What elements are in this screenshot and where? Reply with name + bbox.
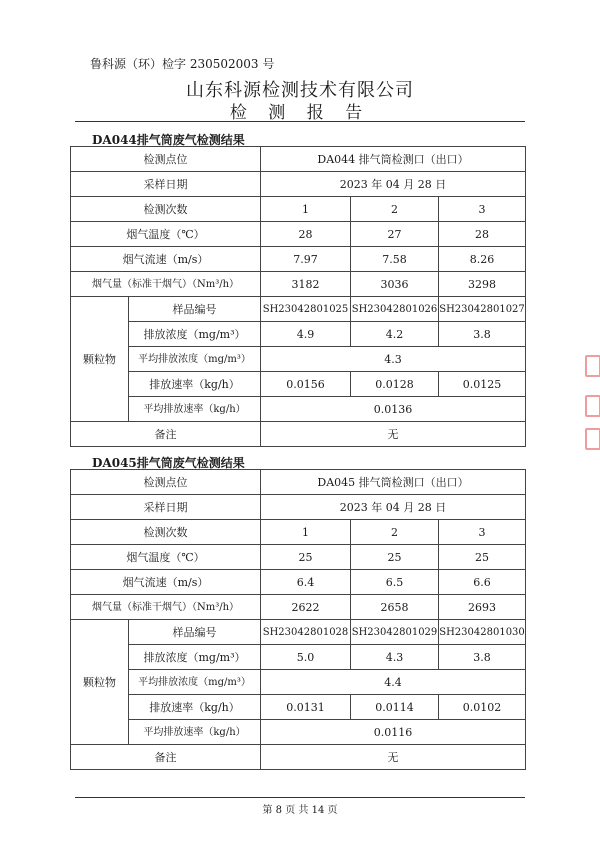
value-cell: 0.0131	[261, 695, 351, 720]
seal-stamp-fragment	[585, 395, 600, 417]
label-cell: 排放浓度（mg/m³）	[129, 322, 261, 347]
sample-id: SH23042801027	[439, 297, 526, 322]
table-row	[71, 147, 526, 172]
label-cell: 样品编号	[129, 620, 261, 645]
sample-id: SH23042801030	[439, 620, 526, 645]
remark-value: 无	[261, 422, 526, 447]
value-cell: 4.2	[351, 322, 439, 347]
value-cell: 2	[351, 197, 439, 222]
seal-stamp-fragment	[585, 428, 600, 450]
value-cell: 1	[261, 197, 351, 222]
value-cell: 7.58	[351, 247, 439, 272]
results-table-da044	[70, 146, 526, 447]
table-row	[71, 695, 526, 720]
table-row	[71, 172, 526, 197]
label-cell: 烟气量（标准干烟气）（Nm³/h）	[71, 272, 261, 297]
table-row	[71, 645, 526, 670]
value-cell: 25	[351, 545, 439, 570]
remark-value: 无	[261, 745, 526, 770]
value-cell: 4.9	[261, 322, 351, 347]
table-row	[71, 495, 526, 520]
label-cell: 样品编号	[129, 297, 261, 322]
sampling-date: 2023 年 04 月 28 日	[261, 495, 526, 520]
seal-stamp-fragment	[585, 355, 600, 377]
value-cell: 8.26	[439, 247, 526, 272]
report-reference-number: 鲁科源（环）检字 230502003 号	[90, 57, 275, 71]
value-cell: 6.5	[351, 570, 439, 595]
value-cell: 25	[439, 545, 526, 570]
value-cell: 2622	[261, 595, 351, 620]
value-cell: 3036	[351, 272, 439, 297]
table-row	[71, 570, 526, 595]
table-row	[71, 720, 526, 745]
table-row	[71, 272, 526, 297]
label-cell: 采样日期	[71, 495, 261, 520]
label-cell: 检测点位	[71, 147, 261, 172]
value-cell: 0.0125	[439, 372, 526, 397]
label-cell: 烟气量（标准干烟气）（Nm³/h）	[71, 595, 261, 620]
value-cell: 6.4	[261, 570, 351, 595]
label-cell: 平均排放速率（kg/h）	[129, 397, 261, 422]
section-title-da044: DA044排气筒废气检测结果	[92, 133, 245, 147]
sample-id: SH23042801029	[351, 620, 439, 645]
value-cell: 3.8	[439, 645, 526, 670]
table-row	[71, 470, 526, 495]
company-name: 山东科源检测技术有限公司	[186, 80, 414, 101]
label-cell: 排放速率（kg/h）	[129, 695, 261, 720]
table-row	[71, 322, 526, 347]
value-cell: 3182	[261, 272, 351, 297]
report-title: 检 测 报 告	[229, 103, 371, 123]
table-row	[71, 347, 526, 372]
value-cell: 2658	[351, 595, 439, 620]
value-cell: 0.0128	[351, 372, 439, 397]
value-cell: 2693	[439, 595, 526, 620]
sample-id: SH23042801028	[261, 620, 351, 645]
value-cell: 3	[439, 197, 526, 222]
sample-id: SH23042801026	[351, 297, 439, 322]
table-row	[71, 520, 526, 545]
value-cell: 28	[261, 222, 351, 247]
sampling-date: 2023 年 04 月 28 日	[261, 172, 526, 197]
value-cell: 1	[261, 520, 351, 545]
avg-value: 0.0116	[261, 720, 526, 745]
value-cell: 3.8	[439, 322, 526, 347]
results-table-da045	[70, 469, 526, 770]
sample-id: SH23042801025	[261, 297, 351, 322]
section-title-da045: DA045排气筒废气检测结果	[92, 456, 245, 470]
avg-value: 0.0136	[261, 397, 526, 422]
label-cell: 平均排放浓度（mg/m³）	[129, 347, 261, 372]
label-cell: 排放速率（kg/h）	[129, 372, 261, 397]
table-row	[71, 372, 526, 397]
value-cell: 3298	[439, 272, 526, 297]
value-cell: 3	[439, 520, 526, 545]
page-number: 第 8 页 共 14 页	[262, 805, 338, 816]
table-row	[71, 397, 526, 422]
table-row	[71, 545, 526, 570]
value-cell: 0.0156	[261, 372, 351, 397]
value-cell: 0.0114	[351, 695, 439, 720]
footer-divider	[75, 797, 525, 798]
label-cell: 备注	[71, 422, 261, 447]
table-row	[71, 197, 526, 222]
monitoring-point: DA044 排气筒检测口（出口）	[261, 147, 526, 172]
label-cell: 烟气流速（m/s）	[71, 247, 261, 272]
label-cell: 平均排放速率（kg/h）	[129, 720, 261, 745]
value-cell: 25	[261, 545, 351, 570]
label-cell: 备注	[71, 745, 261, 770]
group-label: 颗粒物	[71, 620, 129, 745]
label-cell: 烟气温度（℃）	[71, 222, 261, 247]
table-row	[71, 670, 526, 695]
table-row	[71, 745, 526, 770]
value-cell: 0.0102	[439, 695, 526, 720]
label-cell: 检测次数	[71, 197, 261, 222]
value-cell: 6.6	[439, 570, 526, 595]
value-cell: 4.3	[351, 645, 439, 670]
label-cell: 采样日期	[71, 172, 261, 197]
table-row	[71, 620, 526, 645]
monitoring-point: DA045 排气筒检测口（出口）	[261, 470, 526, 495]
table-row	[71, 422, 526, 447]
value-cell: 27	[351, 222, 439, 247]
table-row	[71, 595, 526, 620]
label-cell: 排放浓度（mg/m³）	[129, 645, 261, 670]
label-cell: 平均排放浓度（mg/m³）	[129, 670, 261, 695]
label-cell: 烟气温度（℃）	[71, 545, 261, 570]
value-cell: 5.0	[261, 645, 351, 670]
header-divider	[75, 121, 525, 122]
label-cell: 检测点位	[71, 470, 261, 495]
value-cell: 7.97	[261, 247, 351, 272]
table-row	[71, 247, 526, 272]
group-label: 颗粒物	[71, 297, 129, 422]
avg-value: 4.4	[261, 670, 526, 695]
table-row	[71, 297, 526, 322]
table-row	[71, 222, 526, 247]
avg-value: 4.3	[261, 347, 526, 372]
value-cell: 28	[439, 222, 526, 247]
value-cell: 2	[351, 520, 439, 545]
label-cell: 烟气流速（m/s）	[71, 570, 261, 595]
label-cell: 检测次数	[71, 520, 261, 545]
